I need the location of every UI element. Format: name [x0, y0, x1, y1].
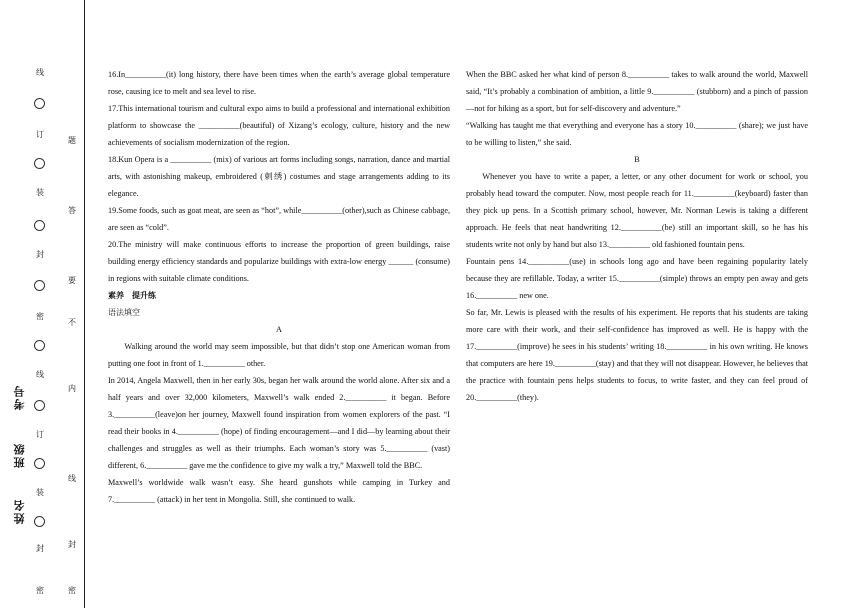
binding-glyph: 封	[36, 544, 44, 553]
binding-hole-icon	[34, 98, 45, 109]
question-17: 17.This international tourism and cultural expo aims to build a professional and international exhibition platform to showcase the __________(beautiful) of Xizang’s ecology, culture, history and the new achievements of socialism modernization of the region.	[108, 104, 450, 147]
question-16: 16.In__________(it) long history, there have been times when the earth’s average global temperature rose, causing ice to melt and sea level to rise.	[108, 70, 450, 96]
binding-hole-icon	[34, 458, 45, 469]
binding-glyph: 密	[36, 586, 44, 595]
binding-glyph: 不	[68, 318, 76, 327]
name-label: 姓名	[14, 498, 26, 524]
question-19: 19.Some foods, such as goat meat, are seen as “hot”, while__________(other),such as Chinese cabbage, are seen as “cold”.	[108, 206, 450, 232]
passage-b-label: B	[634, 155, 640, 164]
binding-hole-icon	[34, 340, 45, 351]
binding-glyph: 订	[36, 430, 44, 439]
passage-a-paragraph: Maxwell’s worldwide walk wasn’t easy. She heard gunshots while camping in Turkey and 7.__________ (attack) in her tent in Mongolia. Still, she continued to walk.	[108, 478, 450, 504]
passage-a-paragraph: “Walking has taught me that everything and everyone has a story 10.__________ (share); we just have to be willing to listen,” she said.	[466, 121, 808, 147]
binding-glyph: 封	[36, 250, 44, 259]
passage-b-paragraph: Whenever you have to write a paper, a letter, or any other document for work or school, you probably head toward the computer. Now, most people reach for 11.__________(keyboard) faster than they pick up pens. In a Scottish primary school, however, Mr. Norman Lewis is taking a different approach. He feels that neat handwriting 12.__________(be) still an important skill, so he has his students write not only by hand but also 13.__________ old fashioned fountain pens.	[466, 172, 808, 249]
binding-hole-icon	[34, 220, 45, 231]
binding-glyph: 题	[68, 136, 76, 145]
passage-a-paragraph: Walking around the world may seem impossible, but that didn’t stop one American woman from putting one foot in front of 1.__________ other.	[108, 342, 450, 368]
passage-a-paragraph: When the BBC asked her what kind of person 8.__________ takes to walk around the world, Maxwell said, “It’s probably a combination of ambition, a little 9.__________ (stubborn) and a pinch of passion—not for hiking as a sport, but for self-discovery and adventure.”	[466, 70, 808, 113]
binding-glyph: 答	[68, 206, 76, 215]
question-18: 18.Kun Opera is a __________ (mix) of various art forms including songs, narration, dance and martial arts, with astonishing makeup, embroidered (刺绣) costumes and stage arrangements adding to its elegance.	[108, 155, 450, 198]
left-column	[108, 66, 450, 508]
binding-glyph: 线	[68, 474, 76, 483]
binding-hole-icon	[34, 280, 45, 291]
binding-column-outer	[32, 50, 48, 600]
binding-glyph: 线	[36, 370, 44, 379]
binding-glyph: 密	[36, 312, 44, 321]
passage-a-paragraph: In 2014, Angela Maxwell, then in her early 30s, began her walk around the world alone. After six and a half years and over 32,000 kilometers, Maxwell’s walk ended 2.__________ it began. Before 3.__________(leave)on her journey, Maxwell found inspiration from women explorers of the past. “I read their books in 4.__________ (hope) of finding encouragement—and I did—by learning about their challenges and struggles as well as their triumphs. Each woman’s story was 5.__________ (vast) different, 6.__________ gave me the confidence to give my walk a try,” Maxwell told the BBC.	[108, 376, 450, 470]
binding-glyph: 内	[68, 384, 76, 393]
binding-glyph: 线	[36, 68, 44, 77]
section-title: 素养 提升练	[108, 291, 156, 300]
binding-column-inner	[64, 50, 80, 600]
passage-b-paragraph: Fountain pens 14.__________(use) in schools long ago and have been regaining popularity lately because they are refillable. Today, a writer 15.__________(simple) throws an empty pen away and gets 16.__________ new one.	[466, 257, 808, 300]
question-20: 20.The ministry will make continuous efforts to increase the proportion of green buildings, raise building energy efficiency standards and popularize buildings with extra-low energy ______ (consume) in regions with suitable climate conditions.	[108, 240, 450, 283]
passage-a-label: A	[276, 325, 282, 334]
section-subtitle: 语法填空	[108, 308, 140, 317]
exam-number-label: 考号	[14, 384, 26, 410]
class-label: 班级	[14, 442, 26, 468]
binding-glyph: 订	[36, 130, 44, 139]
binding-hole-icon	[34, 400, 45, 411]
binding-hole-icon	[34, 516, 45, 527]
binding-glyph: 要	[68, 276, 76, 285]
passage-b-paragraph: So far, Mr. Lewis is pleased with the results of his experiment. He reports that his students are taking more care with their work, and their self-confidence has improved as well. He is happy with the 17.__________(improve) he sees in his students’ writing 18.__________ in his own writing. He knows that computers are here 19.__________(stay) and that they will not disappear. However, he believes that the practice with fountain pens helps students to focus, to write faster, and they can feel proud of 20.__________(they).	[466, 308, 808, 402]
binding-hole-icon	[34, 158, 45, 169]
binding-line	[84, 0, 85, 608]
right-column	[466, 66, 808, 406]
binding-glyph: 密	[68, 586, 76, 595]
binding-glyph: 装	[36, 188, 44, 197]
binding-glyph: 封	[68, 540, 76, 549]
binding-glyph: 装	[36, 488, 44, 497]
